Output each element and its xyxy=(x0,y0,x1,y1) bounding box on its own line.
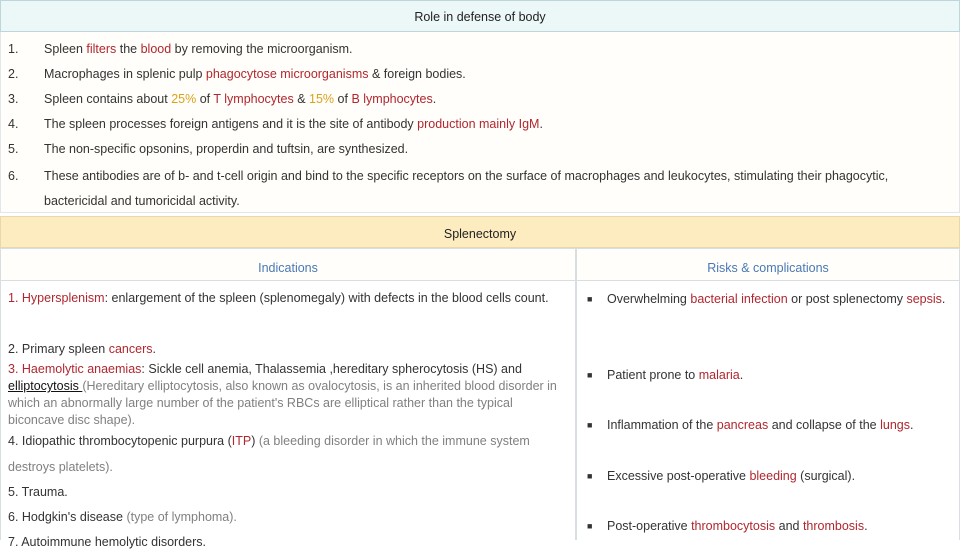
role-item-text: Spleen filters the blood by removing the microorganism. xyxy=(44,42,353,56)
role-item-number: 5. xyxy=(8,142,19,156)
bullet-icon: ■ xyxy=(587,370,593,380)
role-item-number: 2. xyxy=(8,67,19,81)
bullet-icon: ■ xyxy=(587,294,593,304)
splenectomy-section-header xyxy=(0,216,960,248)
role-item-number: 6. xyxy=(8,169,19,183)
risks-heading: Risks & complications xyxy=(707,261,829,275)
indication-item: 7. Autoimmune hemolytic disorders. xyxy=(8,535,207,549)
indication-item: 6. Hodgkin's disease (type of lymphoma). xyxy=(8,510,237,524)
indications-list xyxy=(0,281,576,549)
splenectomy-title: Splenectomy xyxy=(443,227,517,241)
risks-list xyxy=(576,281,960,540)
risk-item-text: Patient prone to malaria. xyxy=(607,368,744,382)
role-item-number: 3. xyxy=(8,92,19,106)
indication-item: 1. Hypersplenism: enlargement of the spleen (splenomegaly) with defects in the blood cells count. xyxy=(8,291,549,305)
bullet-icon: ■ xyxy=(587,521,593,531)
indication-item: 5. Trauma. xyxy=(8,485,68,499)
risk-item-text: Overwhelming bacterial infection or post splenectomy sepsis. xyxy=(607,292,946,306)
role-section-header xyxy=(0,0,960,32)
bullet-icon: ■ xyxy=(587,420,593,430)
role-item-text: These antibodies are of b- and t-cell origin and bind to the specific receptors on the surface of macrophages and leukocytes, stimulating their phagocytic, bactericidal and tumoricidal activity. xyxy=(44,169,889,208)
indications-column-header xyxy=(0,248,576,281)
role-item-text: The spleen processes foreign antigens and it is the site of antibody production mainly IgM. xyxy=(44,117,543,131)
indication-item: 4. Idiopathic thrombocytopenic purpura (ITP) (a bleeding disorder in which the immune system destroys platelets). xyxy=(8,434,530,474)
indication-item: 2. Primary spleen cancers. xyxy=(8,342,156,356)
role-list xyxy=(0,32,960,213)
risk-item-text: Inflammation of the pancreas and collapse of the lungs. xyxy=(607,418,914,432)
indication-item: 3. Haemolytic anaemias: Sickle cell anemia, Thalassemia ,hereditary spherocytosis (HS) and elliptocytosis (Hereditary elliptocytosis, also known as ovalocytosis, is an inherited blood disorder in which an abnormally large number of the patient's RBCs are elliptical rather than the typical biconcave disc shape). xyxy=(8,362,557,427)
role-item-number: 1. xyxy=(8,42,19,56)
indications-heading: Indications xyxy=(258,261,318,275)
role-item-text: The non-specific opsonins, properdin and tuftsin, are synthesized. xyxy=(44,142,409,156)
risk-item-text: Excessive post-operative bleeding (surgical). xyxy=(607,469,856,483)
risks-column-header xyxy=(576,248,960,281)
role-item-text: Macrophages in splenic pulp phagocytose microorganisms & foreign bodies. xyxy=(44,67,466,81)
role-item-number: 4. xyxy=(8,117,19,131)
role-item-text: Spleen contains about 25% of T lymphocytes & 15% of B lymphocytes. xyxy=(44,92,437,106)
role-section-title: Role in defense of body xyxy=(414,10,546,24)
risk-item-text: Post-operative thrombocytosis and thrombosis. xyxy=(607,519,868,533)
bullet-icon: ■ xyxy=(587,471,593,481)
